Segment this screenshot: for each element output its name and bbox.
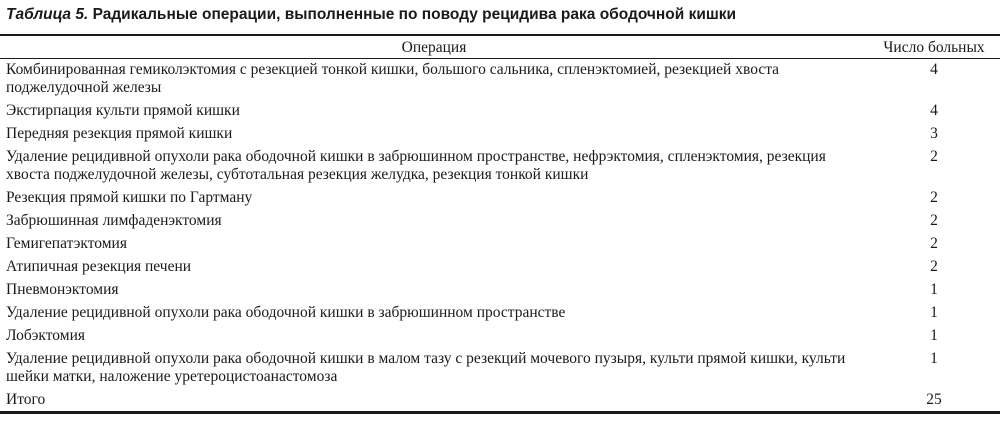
operation-cell: Комбинированная гемиколэктомия с резекцией тонкой кишки, большого сальника, спленэктомией, резекцией хвоста поджелудочной железы xyxy=(6,61,780,96)
operations-table xyxy=(0,34,1000,414)
table-row xyxy=(0,59,1000,101)
count-cell: 2 xyxy=(930,189,938,206)
header-row xyxy=(0,35,1000,59)
table-row xyxy=(0,146,1000,187)
table-row xyxy=(0,210,1000,233)
total-row xyxy=(0,389,1000,413)
header-operation: Операция xyxy=(401,38,467,56)
operation-cell: Лобэктомия xyxy=(6,327,85,344)
table-row xyxy=(0,100,1000,123)
table-body xyxy=(0,59,1000,413)
operation-cell: Гемигепатэктомия xyxy=(6,235,127,252)
count-cell: 2 xyxy=(930,212,938,229)
count-cell: 3 xyxy=(930,125,938,142)
table-header xyxy=(0,35,1000,59)
count-cell: 1 xyxy=(930,327,938,344)
header-count: Число больных xyxy=(883,38,985,56)
count-cell: 1 xyxy=(930,350,938,367)
table-row xyxy=(0,348,1000,389)
operation-cell: Экстирпация культи прямой кишки xyxy=(6,102,240,119)
table-caption-label: Таблица 5. xyxy=(6,6,89,23)
total-count: 25 xyxy=(926,391,942,408)
operation-cell: Удаление рецидивной опухоли рака ободочной кишки в малом тазу с резекций мочевого пузыря, культи прямой кишки, культи шейки матки, наложение уретероцистоанастомоза xyxy=(6,350,846,385)
table-row xyxy=(0,233,1000,256)
table-row xyxy=(0,256,1000,279)
table-row xyxy=(0,325,1000,348)
count-cell: 1 xyxy=(930,281,938,298)
count-cell: 2 xyxy=(930,235,938,252)
count-cell: 4 xyxy=(930,102,938,119)
operation-cell: Передняя резекция прямой кишки xyxy=(6,125,233,142)
operation-cell: Атипичная резекция печени xyxy=(6,258,192,275)
operation-cell: Пневмонэктомия xyxy=(6,281,119,298)
count-cell: 1 xyxy=(930,304,938,321)
table-row xyxy=(0,123,1000,146)
count-cell: 4 xyxy=(930,61,938,78)
count-cell: 2 xyxy=(930,148,938,165)
count-cell: 2 xyxy=(930,258,938,275)
table-row xyxy=(0,187,1000,210)
table-caption-title: Радикальные операции, выполненные по поводу рецидива рака ободочной кишки xyxy=(92,6,737,23)
operation-cell: Удаление рецидивной опухоли рака ободочной кишки в забрюшинном пространстве, нефрэктомия, спленэктомия, резекция хвоста поджелудочной железы, субтотальная резекция желудка, резекция тонкой кишки xyxy=(6,148,826,183)
table-caption xyxy=(6,6,736,24)
operation-cell: Удаление рецидивной опухоли рака ободочной кишки в забрюшинном пространстве xyxy=(6,304,566,321)
table-row xyxy=(0,279,1000,302)
operation-cell: Забрюшинная лимфаденэктомия xyxy=(6,212,222,229)
total-label: Итого xyxy=(6,391,46,408)
table-row xyxy=(0,302,1000,325)
operation-cell: Резекция прямой кишки по Гартману xyxy=(6,189,253,206)
